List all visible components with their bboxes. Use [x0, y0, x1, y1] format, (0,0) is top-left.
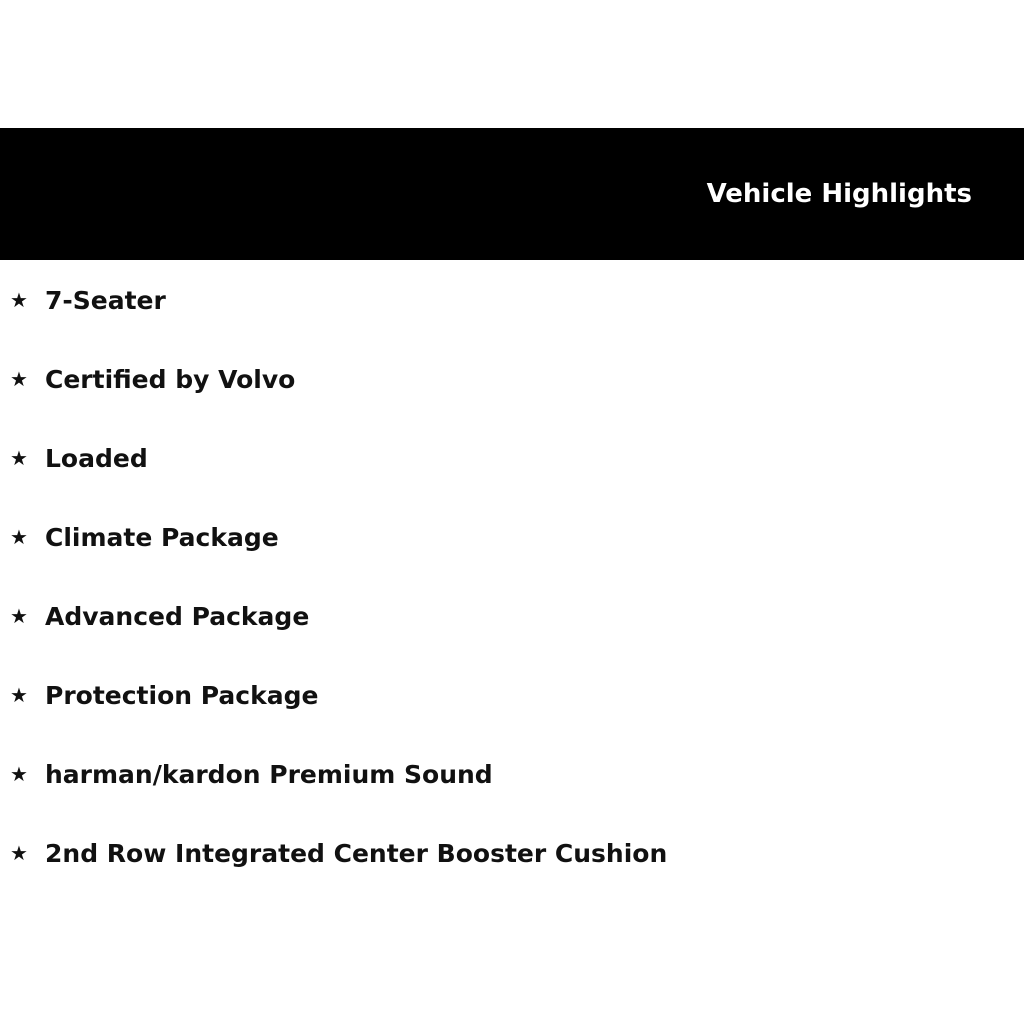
highlight-label: harman/kardon Premium Sound	[45, 760, 493, 789]
list-item	[0, 260, 1024, 339]
page-title: Vehicle Highlights	[706, 179, 972, 209]
star-icon: ★	[10, 683, 28, 707]
star-icon: ★	[10, 446, 28, 470]
list-item	[0, 813, 1024, 892]
star-icon: ★	[10, 841, 28, 865]
highlights-list	[0, 260, 1024, 892]
star-icon: ★	[10, 288, 28, 312]
star-icon: ★	[10, 525, 28, 549]
list-item	[0, 576, 1024, 655]
list-item	[0, 655, 1024, 734]
star-icon: ★	[10, 604, 28, 628]
star-icon: ★	[10, 762, 28, 786]
highlight-label: 7-Seater	[45, 286, 166, 315]
highlight-label: Climate Package	[45, 523, 279, 552]
highlight-label: Loaded	[45, 444, 148, 473]
star-icon: ★	[10, 367, 28, 391]
highlight-label: Advanced Package	[45, 602, 310, 631]
list-item	[0, 418, 1024, 497]
list-item	[0, 497, 1024, 576]
highlight-label: 2nd Row Integrated Center Booster Cushion	[45, 839, 668, 868]
list-item	[0, 339, 1024, 418]
header-bar	[0, 128, 1024, 260]
list-item	[0, 734, 1024, 813]
highlight-label: Certified by Volvo	[45, 365, 296, 394]
highlight-label: Protection Package	[45, 681, 319, 710]
